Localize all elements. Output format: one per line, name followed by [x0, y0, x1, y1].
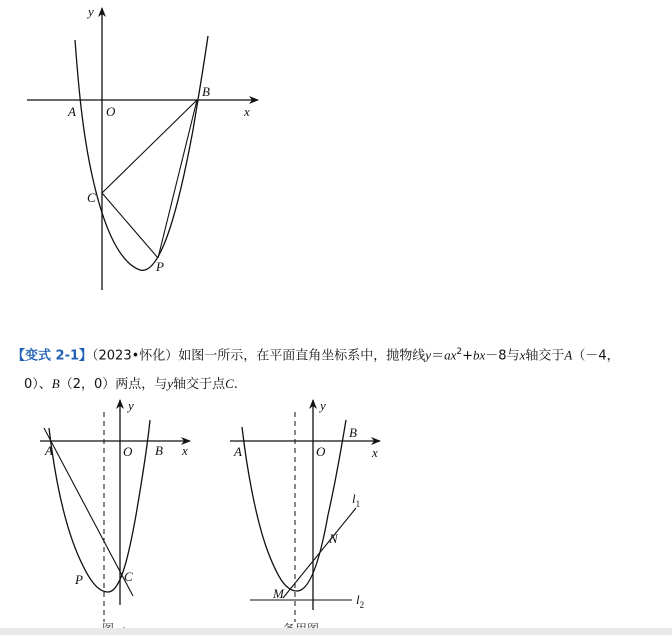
parabola — [75, 36, 208, 270]
parabola — [242, 420, 346, 591]
problem-text-3: 轴交于 — [525, 348, 565, 364]
point-b: B — [51, 376, 60, 392]
eq-exponent: 2 — [456, 347, 463, 357]
eq-plus: + — [462, 348, 474, 364]
point-c-label: C — [124, 569, 133, 584]
x-axis-label: x — [372, 445, 378, 460]
x-axis-label: x — [182, 443, 188, 458]
problem-source: （2023•怀化） — [92, 348, 179, 364]
x-variable: x — [519, 347, 526, 363]
point-b-label: B — [202, 84, 210, 99]
eq-ax: ax — [444, 347, 457, 363]
problem-text-1: 如图一所示，在平面直角坐标系中，抛物线 — [178, 348, 426, 364]
line-l2-label: $l_2$ — [356, 592, 365, 610]
point-p-label: P — [156, 259, 164, 274]
point-m-label: M — [273, 586, 284, 601]
figure-one — [40, 398, 190, 635]
line-l1-label: $l_1$ — [352, 491, 361, 509]
y-axis-label: y — [88, 4, 94, 19]
problem-end: . — [233, 377, 238, 393]
point-a-coord: （－4， — [572, 348, 620, 364]
problem-statement — [12, 338, 662, 399]
point-p-label: P — [75, 572, 83, 587]
line-l1 — [283, 508, 356, 598]
point-o-label: O — [316, 444, 326, 459]
segment-cp — [102, 193, 158, 258]
point-c-label: C — [87, 190, 96, 205]
point-c: C — [225, 376, 234, 392]
point-n-label: N — [329, 531, 338, 546]
x-axis-label: x — [244, 104, 250, 119]
problem-text-2: 与 — [506, 348, 520, 364]
bottom-bar — [0, 628, 672, 635]
y-axis-label: y — [128, 398, 134, 413]
y-variable: y — [167, 376, 174, 392]
point-b-label: B — [349, 425, 357, 440]
eq-y: y — [425, 347, 432, 363]
eq-bx: bx — [473, 347, 486, 363]
point-a-label: A — [68, 104, 76, 119]
eq-equals: ＝ — [431, 348, 445, 364]
line2-start: 0）、 — [24, 377, 52, 393]
segment-bp — [158, 100, 197, 258]
point-b-coord: （2，0）两点，与 — [59, 377, 168, 393]
point-a-label: A — [234, 444, 242, 459]
variant-tag: 【变式 2-1】 — [12, 348, 93, 364]
point-b-label: B — [155, 443, 163, 458]
problem-text-4: 轴交于点 — [173, 377, 226, 393]
point-o-label: O — [123, 444, 133, 459]
point-a: A — [564, 347, 573, 363]
point-a-label: A — [45, 443, 53, 458]
top-figure — [27, 4, 258, 290]
eq-constant: －8 — [485, 348, 507, 364]
figure-backup — [230, 398, 380, 635]
parabola — [49, 420, 150, 592]
point-o-label: O — [106, 104, 116, 119]
y-axis-label: y — [320, 398, 326, 413]
